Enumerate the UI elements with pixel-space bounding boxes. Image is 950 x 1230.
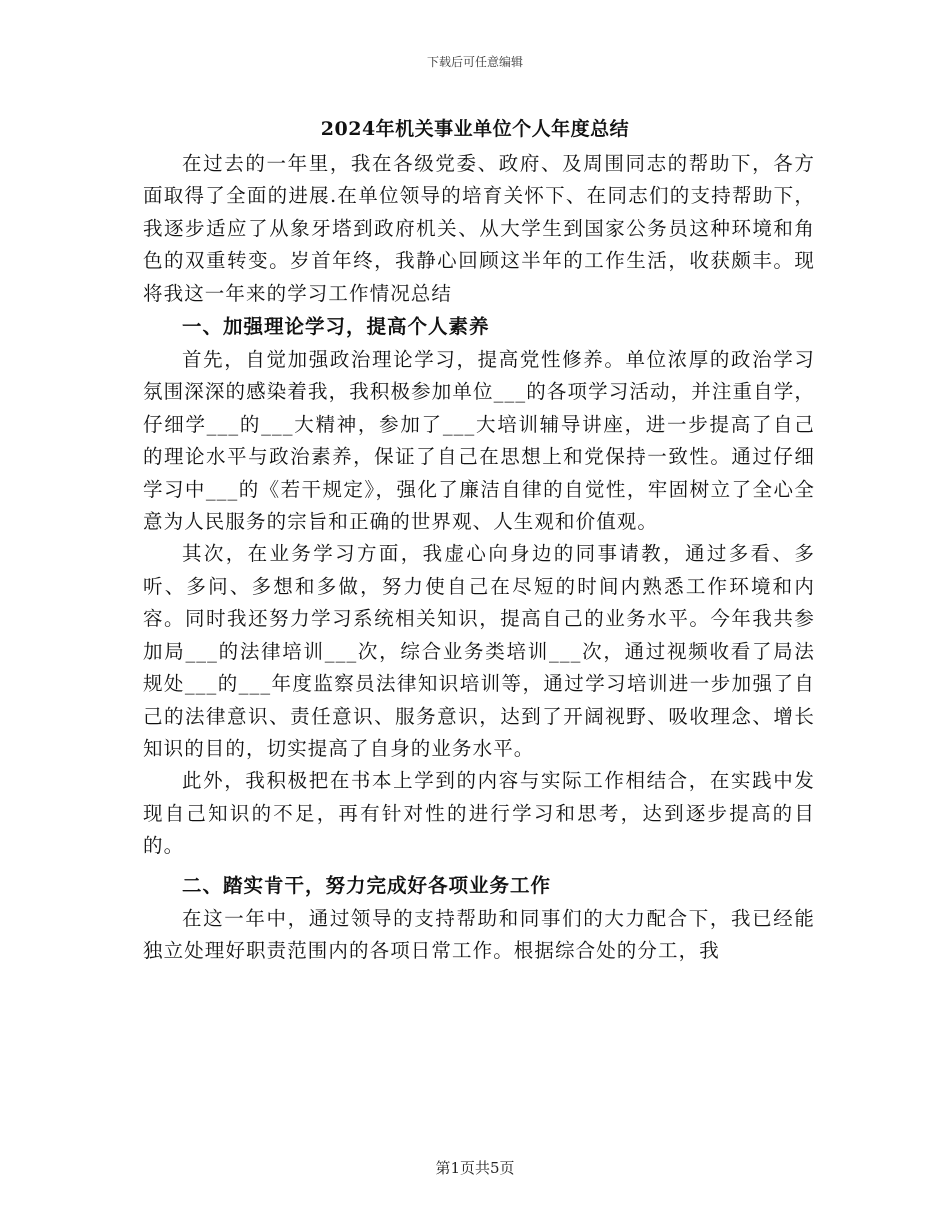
header-note: 下载后可任意编辑	[426, 55, 523, 69]
section-1-paragraph-1: 首先，自觉加强政治理论学习，提高党性修养。单位浓厚的政治学习氛围深深的感染着我，我积极参加单位___的各项学习活动，并注重自学，仔细学___的___大精神，参加了___大培训辅导讲座，进一步提高了自己的理论水平与政治素养，保证了自己在思想上和党保持一致性。通过仔细学习中___的《若干规定》，强化了廉洁自律的自觉性，牢固树立了全心全意为人民服务的宗旨和正确的世界观、人生观和价值观。	[143, 348, 815, 534]
section-2-heading: 二、踏实肯干，努力完成好各项业务工作	[182, 873, 552, 897]
section-1-paragraph-3: 此外，我积极把在书本上学到的内容与实际工作相结合，在实践中发现自己知识的不足，再有针对性的进行学习和思考，达到逐步提高的目的。	[143, 769, 815, 858]
section-1-heading: 一、加强理论学习，提高个人素养	[182, 315, 490, 339]
section-1-paragraph-2: 其次，在业务学习方面，我虚心向身边的同事请教，通过多看、多听、多问、多想和多做，努力使自己在尽短的时间内熟悉工作环境和内容。同时我还努力学习系统相关知识，提高自己的业务水平。今年我共参加局___的法律培训___次，综合业务类培训___次，通过视频收看了局法规处___的___年度监察员法律知识培训等，通过学习培训进一步加强了自己的法律意识、责任意识、服务意识，达到了开阔视野、吸收理念、增长知识的目的，切实提高了自身的业务水平。	[143, 542, 815, 760]
intro-paragraph: 在过去的一年里，我在各级党委、政府、及周围同志的帮助下，各方面取得了全面的进展.在单位领导的培育关怀下、在同志们的支持帮助下，我逐步适应了从象牙塔到政府机关、从大学生到国家公务员这种环境和角色的双重转变。岁首年终，我静心回顾这半年的工作生活，收获颇丰。现将我这一年来的学习工作情况总结	[143, 152, 815, 305]
document-title: 2024年机关事业单位个人年度总结	[320, 118, 630, 140]
section-2-paragraph-1: 在这一年中，通过领导的支持帮助和同事们的大力配合下，我已经能独立处理好职责范围内的各项日常工作。根据综合处的分工，我	[143, 906, 815, 962]
page-footer: 第1页共5页	[435, 1159, 515, 1177]
document-body	[143, 148, 815, 967]
